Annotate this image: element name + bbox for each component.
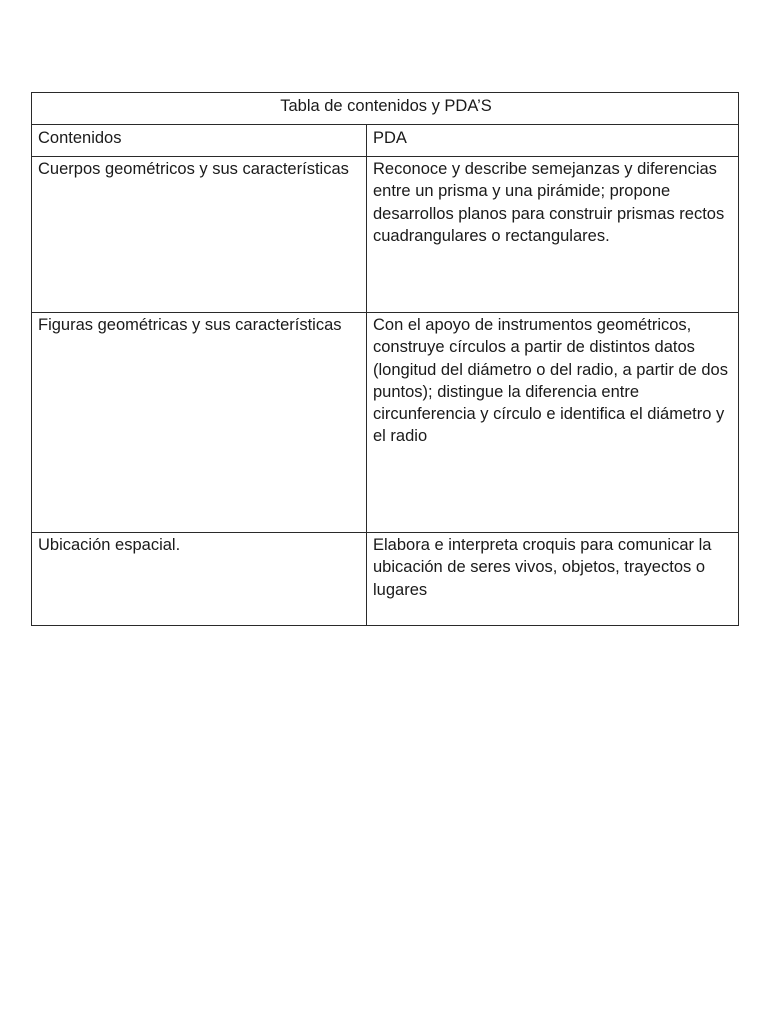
table-header-row (32, 125, 739, 157)
contenido-cell: Cuerpos geométricos y sus características (32, 157, 367, 313)
pda-cell: Reconoce y describe semejanzas y diferencias entre un prisma y una pirámide; propone desarrollos planos para construir prismas rectos cuadrangulares o rectangulares. (367, 157, 739, 313)
column-header-pda: PDA (367, 125, 739, 157)
pda-cell: Elabora e interpreta croquis para comunicar la ubicación de seres vivos, objetos, trayectos o lugares (367, 533, 739, 626)
pda-cell: Con el apoyo de instrumentos geométricos, construye círculos a partir de distintos datos (longitud del diámetro o del radio, a partir de dos puntos); distingue la diferencia entre circunferencia y círculo e identifica el diámetro y el radio (367, 313, 739, 533)
table-title-row (32, 93, 739, 125)
column-header-contenidos: Contenidos (32, 125, 367, 157)
contenido-cell: Figuras geométricas y sus características (32, 313, 367, 533)
table-title: Tabla de contenidos y PDA’S (32, 93, 739, 125)
table-row (32, 313, 739, 533)
table-row (32, 157, 739, 313)
contents-pda-table (31, 92, 739, 626)
contenido-cell: Ubicación espacial. (32, 533, 367, 626)
table-row (32, 533, 739, 626)
